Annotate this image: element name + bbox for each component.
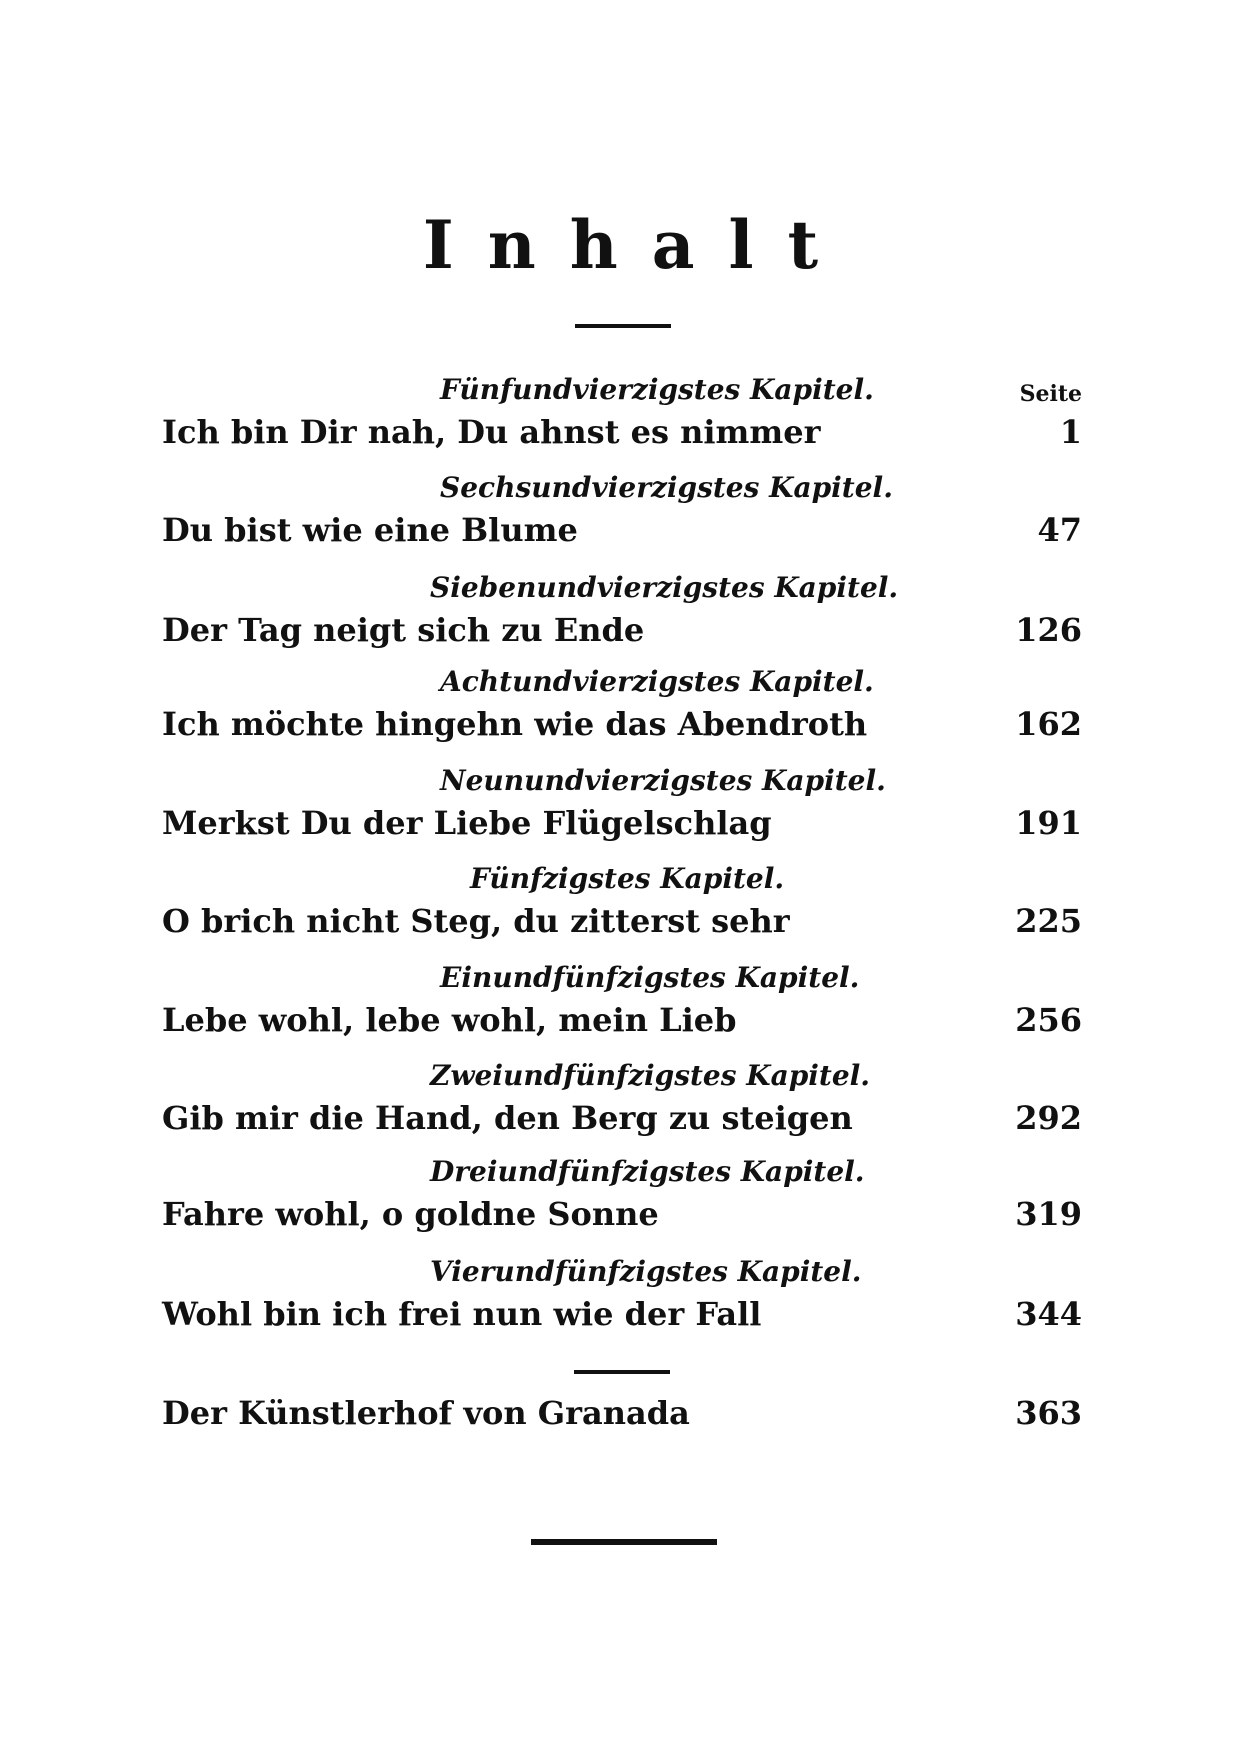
toc-entry[interactable] bbox=[162, 998, 1082, 1042]
toc-entry-title: Fahre wohl, o goldne Sonne bbox=[162, 1195, 659, 1233]
chapter-heading: Fünfundvierzigstes Kapitel. bbox=[440, 373, 874, 406]
page-column-label: Seite bbox=[1019, 381, 1082, 407]
toc-entry-page: 47 bbox=[1037, 511, 1082, 549]
section-divider bbox=[574, 1370, 670, 1374]
toc-entry-page: 344 bbox=[1015, 1295, 1082, 1333]
toc-entry-title: Der Künstlerhof von Granada bbox=[162, 1394, 690, 1432]
toc-entry-page: 363 bbox=[1015, 1394, 1082, 1432]
toc-entry-page: 319 bbox=[1015, 1195, 1082, 1233]
toc-entry[interactable] bbox=[162, 1292, 1082, 1336]
toc-entry[interactable] bbox=[162, 801, 1082, 845]
chapter-heading: Achtundvierzigstes Kapitel. bbox=[440, 665, 874, 698]
chapter-heading: Vierundfünfzigstes Kapitel. bbox=[430, 1255, 862, 1288]
toc-entry-title: Du bist wie eine Blume bbox=[162, 511, 578, 549]
toc-entry-title: Merkst Du der Liebe Flügelschlag bbox=[162, 804, 772, 842]
toc-entry-title: Der Tag neigt sich zu Ende bbox=[162, 611, 645, 649]
chapter-heading: Sechsundvierzigstes Kapitel. bbox=[440, 471, 893, 504]
page-title: Inhalt bbox=[422, 206, 853, 284]
toc-entry[interactable] bbox=[162, 702, 1082, 746]
chapter-heading: Fünfzigstes Kapitel. bbox=[470, 862, 785, 895]
toc-entry-title: Ich möchte hingehn wie das Abendroth bbox=[162, 705, 868, 743]
chapter-heading: Einundfünfzigstes Kapitel. bbox=[440, 961, 860, 994]
toc-entry-page: 162 bbox=[1015, 705, 1082, 743]
toc-entry[interactable] bbox=[162, 1096, 1082, 1140]
end-divider bbox=[531, 1539, 717, 1545]
toc-entry-page: 191 bbox=[1015, 804, 1082, 842]
chapter-heading: Zweiundfünfzigstes Kapitel. bbox=[430, 1059, 871, 1092]
toc-entry-title: Lebe wohl, lebe wohl, mein Lieb bbox=[162, 1001, 737, 1039]
toc-entry[interactable] bbox=[162, 1192, 1082, 1236]
toc-entry-appendix[interactable] bbox=[162, 1391, 1082, 1435]
toc-entry-title: Wohl bin ich frei nun wie der Fall bbox=[162, 1295, 762, 1333]
toc-entry-title: O brich nicht Steg, du zitterst sehr bbox=[162, 902, 790, 940]
toc-entry-page: 292 bbox=[1015, 1099, 1082, 1137]
toc-entry-page: 126 bbox=[1015, 611, 1082, 649]
chapter-heading: Neunundvierzigstes Kapitel. bbox=[440, 764, 886, 797]
toc-entry-page: 1 bbox=[1059, 413, 1082, 451]
toc-entry-page: 225 bbox=[1015, 902, 1082, 940]
toc-entry[interactable] bbox=[162, 508, 1082, 552]
toc-entry[interactable] bbox=[162, 608, 1082, 652]
title-divider bbox=[575, 324, 671, 328]
chapter-heading: Dreiundfünfzigstes Kapitel. bbox=[430, 1155, 865, 1188]
toc-entry[interactable] bbox=[162, 899, 1082, 943]
toc-entry-title: Ich bin Dir nah, Du ahnst es nimmer bbox=[162, 413, 821, 451]
toc-entry-title: Gib mir die Hand, den Berg zu steigen bbox=[162, 1099, 853, 1137]
toc-entry-page: 256 bbox=[1015, 1001, 1082, 1039]
chapter-heading: Siebenundvierzigstes Kapitel. bbox=[430, 571, 899, 604]
toc-entry[interactable] bbox=[162, 410, 1082, 454]
